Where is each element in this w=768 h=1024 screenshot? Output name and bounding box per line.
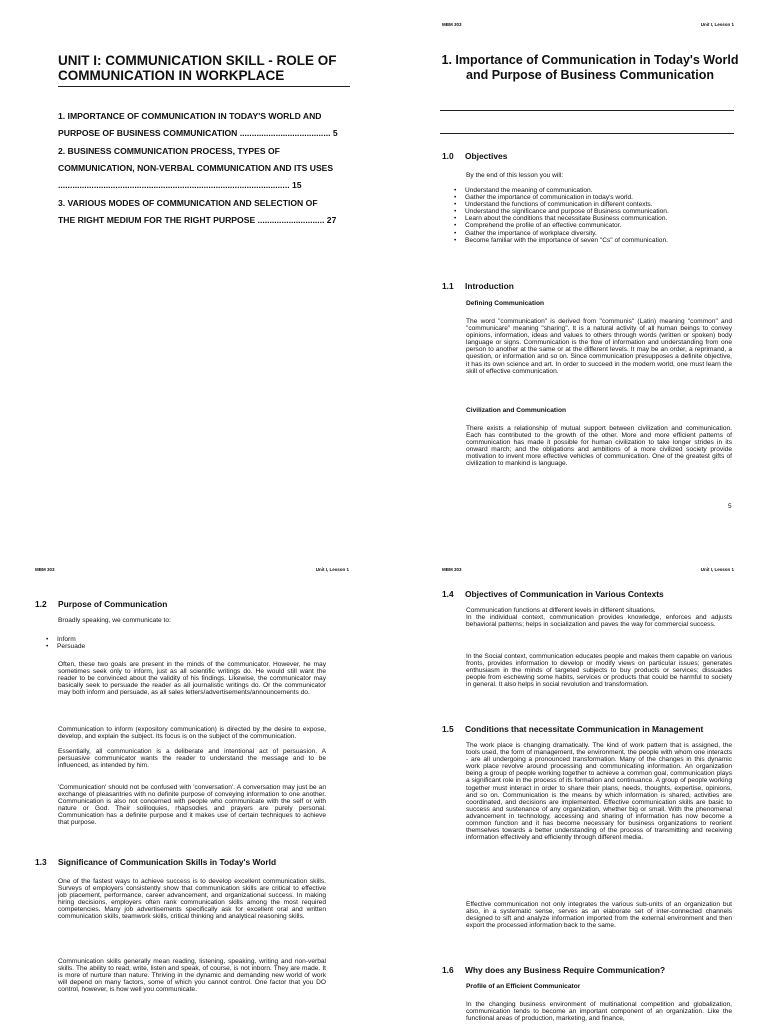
objectives-intro: By the end of this lesson you will: — [466, 172, 564, 179]
list-item: • Comprehend the profile of an effective communicator. — [454, 222, 734, 229]
course-code: MBM 303 — [442, 567, 462, 572]
section-number: 1.3 — [35, 857, 47, 867]
purpose-list — [46, 636, 316, 650]
section-number: 1.5 — [442, 724, 454, 734]
toc-item-lesson-3[interactable] — [58, 195, 348, 229]
paragraph: Communication to inform (expository communication) is directed by the desire to expose, develop, and explain the subject. Its focus is on the subject of the communication. — [58, 726, 326, 741]
unit-lesson-label: Unit I, Lesson 1 — [315, 567, 349, 572]
toc-line: ................................................................................................. 15 — [58, 180, 302, 190]
toc-line: 3. VARIOUS MODES OF COMMUNICATION AND SELECTION OF — [58, 198, 318, 208]
page-header — [35, 567, 349, 575]
list-item: • Understand the significance and purpose of Business communication. — [454, 208, 734, 215]
section-title: Conditions that necessitate Communication in Management — [465, 724, 704, 734]
section-heading-1-1 — [442, 281, 514, 291]
list-item: • Inform — [46, 636, 316, 643]
list-item: • Understand the meaning of communication. — [454, 187, 734, 194]
unit-lesson-label: Unit I, Lesson 1 — [700, 22, 734, 27]
subheading-profile: Profile of an Efficient Communicator — [466, 983, 581, 990]
divider-rule — [440, 133, 734, 134]
section-heading-1-3 — [35, 857, 276, 867]
toc-item-lesson-1[interactable] — [58, 108, 348, 142]
section-heading-1-4 — [442, 589, 664, 599]
civilization-text: There exists a relationship of mutual support between civilization and communication. Each has contributed to the growth of the other. More and more efficient patterns of communication has made it possible for human civilization to take longer strides in its onward march; and the obligations and ambitions of a more civilized society provide motivation to invent more effective vehicles of communication. One of the greatest gifts of civilization to mankind is language. — [466, 425, 732, 468]
section-title: Why does any Business Require Communication? — [465, 965, 666, 975]
toc-line: THE RIGHT MEDIUM FOR THE RIGHT PURPOSE ............................ 27 — [58, 215, 337, 225]
unit-lesson-label: Unit I, Lesson 1 — [700, 567, 734, 572]
section-number: 1.2 — [35, 599, 47, 609]
subheading-defining-communication: Defining Communication — [466, 300, 545, 307]
unit-title: UNIT I: COMMUNICATION SKILL - ROLE OF COMMUNICATION IN WORKPLACE — [58, 53, 337, 83]
section-heading-1-0 — [442, 151, 507, 161]
toc-item-lesson-2[interactable] — [58, 143, 348, 194]
section-heading-1-6 — [442, 965, 665, 975]
section-title: Objectives of Communication in Various Contexts — [465, 589, 664, 599]
section-number: 1.1 — [442, 281, 454, 291]
paragraph: Communication skills generally mean reading, listening, speaking, writing and non-verbal skills. The ability to read, write, listen and speak, of course, is not inborn. They are made. It is more of nurture than nature. Thriving in the dynamic and demanding new world of work will depend on many factors, some of which you cannot control. One factor that you DO control, however, is how well you communicate. — [58, 958, 326, 994]
section-title: Purpose of Communication — [58, 599, 168, 609]
paragraph: Essentially, all communication is a deliberate and intentional act of persuasion. A persuasive communicator wants the reader to understand the message and to be influenced, as intended by him. — [58, 748, 326, 770]
section-title: Introduction — [465, 281, 514, 291]
section-heading-1-5 — [442, 724, 703, 734]
defining-communication-text: The word "communication" is derived from "communis" (Latin) meaning "common" and "communicare" meaning "sharing". It is a natural activity of all human beings to convey opinions, information, ideas and values to others through words (written or spoken) body language or signs. Communication is the flow of information and understanding from one person to another at the same or at the different levels. It may be an order, a reprimand, a question, or information and so on. Since communication presupposes a definite objective, it has its own science and art. In order to succeed in the modern world, one must learn the skill of effective communication. — [466, 318, 732, 375]
toc-line: 1. IMPORTANCE OF COMMUNICATION IN TODAY'S WORLD AND — [58, 111, 322, 121]
toc-line: COMMUNICATION, NON-VERBAL COMMUNICATION AND ITS USES — [58, 163, 334, 173]
page-number: 5 — [728, 503, 732, 510]
section-number: 1.0 — [442, 151, 454, 161]
subheading-civilization: Civilization and Communication — [466, 407, 567, 414]
toc-line: PURPOSE OF BUSINESS COMMUNICATION ...................................... 5 — [58, 128, 338, 138]
page-header — [442, 22, 734, 30]
paragraph: Often, these two goals are present in the minds of the communicator. However, he may sometimes seek only to inform, just as all scientific writings do. He would still want the reader to be convinced about the validity of his findings. Likewise, the communicator may basically seek to persuade the reader as all journalistic writings do. Or the communicator may both inform and persuade, as all sales letters/advertisements/announcements do. — [58, 661, 326, 697]
list-item: • Persuade — [46, 643, 316, 650]
purpose-intro: Broadly speaking, we communicate to: — [58, 617, 171, 624]
section-heading-1-2 — [35, 599, 167, 609]
toc-line: 2. BUSINESS COMMUNICATION PROCESS, TYPES OF — [58, 146, 280, 156]
paragraph: In the individual context, communication provides knowledge, enforces and adjusts behavioral patterns; helps in socialization and paves the way for commercial success. — [466, 614, 732, 629]
page-header — [442, 567, 734, 575]
section-number: 1.6 — [442, 965, 454, 975]
paragraph: The work place is changing dramatically. The kind of work pattern that is assigned, the tools used, the form of management, the environment, the people with whom one interacts - are all undergoing a pronounced transformation. Many of the changes in this dynamic work place revolve around processing and communicating information. An organization being a group of people working together to achieve a common goal, communication plays a significant role in the process of its formation and continuance. A group of people working together must interact in order to share their plans, needs, thoughts, expertise, opinions, and so on. Communication is the means by which information is shared, activities are coordinated, and decisions are implemented. Effective communication skills are basic to success and sustenance of any organization, whether big or small. With the phenomenal advancement in technology, accessing and sharing of information has now become a common function and it has become necessary for business organizations to reorient themselves towards a better understanding of the process of transmitting and receiving information effectively and efficiently through different media. — [466, 742, 732, 842]
list-item: • Become familiar with the importance of seven "Cs" of communication. — [454, 237, 734, 244]
list-item: • Gather the importance of communication in today's world. — [454, 194, 734, 201]
list-item: • Learn about the conditions that necessitate Business communication. — [454, 215, 734, 222]
table-of-contents — [58, 108, 348, 230]
section-number: 1.4 — [442, 589, 454, 599]
objectives-list — [454, 187, 734, 244]
title-rule — [58, 86, 350, 87]
paragraph: Communication functions at different levels in different situations. — [466, 607, 656, 614]
paragraph: In the Social context, communication educates people and makes them capable on various fronts, provides information to develop or modify views on particular issues; generates enthusiasm in the minds of targeted subjects to buy products or services; dissuades people from eschewing some habits, services or products that could be harmful to society in general. It also helps in social revolution and transformation. — [466, 653, 732, 689]
divider-rule — [440, 110, 734, 111]
course-code: MBM 303 — [35, 567, 55, 572]
course-code: MBM 303 — [442, 22, 462, 27]
lesson-title: 1. Importance of Communication in Today's World and Purpose of Business Communication — [441, 53, 739, 82]
paragraph: In the changing business environment of multinational competition and globalization, communication tends to become an important component of an organization. Like the functional areas of production, marketing, and finance, — [466, 1001, 732, 1023]
paragraph: One of the fastest ways to achieve success is to develop excellent communication skills. Surveys of employers consistently show that communication skills are critical to effective job placement, performance, career advancement, and organizational success. In making hiring decisions, employers often rank communication skills among the most required competencies. Many job advertisements specifically ask for excellent oral and written communication skills, teamwork skills, critical thinking and analytical reasoning skills. — [58, 878, 326, 921]
paragraph: 'Communication' should not be confused with 'conversation'. A conversation may just be an exchange of pleasantries with no definite purpose of conveying information to one another. Communication is also not concerned with people who communicate with the self or with nature or God. Their soliloquies, rhapsodies and prayers are purely personal. Communication has a definite purpose and it makes use of certain techniques to achieve that purpose. — [58, 784, 326, 827]
section-title: Objectives — [465, 151, 508, 161]
paragraph: Effective communication not only integrates the various sub-units of an organization but also, in a systematic sense, serves as an elaborate set of inter-connected channels designed to sift and analyze information imported from the external environment and then export the processed information back to the same. — [466, 901, 732, 930]
list-item: • Understand the functions of communication in different contexts. — [454, 201, 734, 208]
section-title: Significance of Communication Skills in Today's World — [58, 857, 277, 867]
list-item: • Gather the importance of workplace diversity. — [454, 230, 734, 237]
